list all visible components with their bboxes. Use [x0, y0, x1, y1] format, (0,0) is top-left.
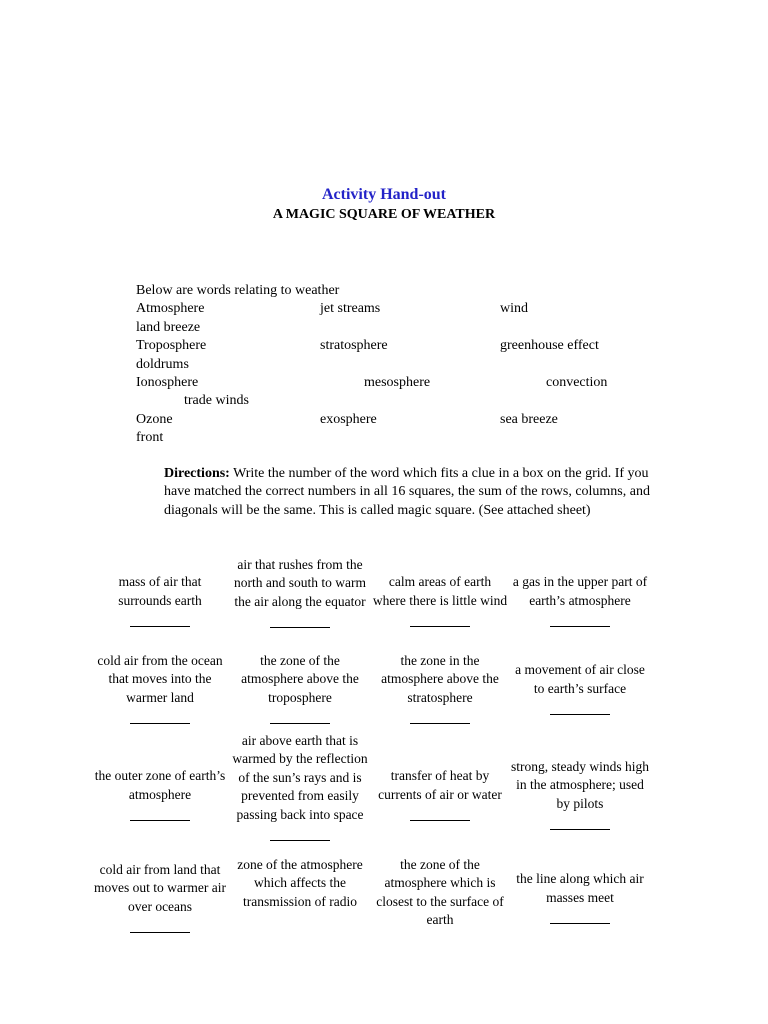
- word-row-1: [136, 300, 656, 318]
- clue-text: air above earth that is warmed by the reflection of the sun’s rays and is prevented from easily passing back into space: [232, 733, 368, 822]
- answer-blank[interactable]: [130, 610, 190, 627]
- clue-text: strong, steady winds high in the atmosphere; used by pilots: [511, 758, 649, 811]
- answer-blank[interactable]: [270, 707, 330, 724]
- word-item: Atmosphere: [136, 301, 205, 317]
- clue-text: air that rushes from the north and south to warm the air along the equator: [234, 557, 366, 609]
- word-row-2-wrap: [136, 356, 656, 374]
- answer-blank[interactable]: [410, 707, 470, 724]
- answer-blank[interactable]: [410, 804, 470, 821]
- directions-text: Write the number of the word which fits a clue in a box on the grid. If you have matched the correct numbers in all 16 squares, the sum of the rows, columns, and diagonals will be the same. This is called magic square. (See attached sheet): [164, 466, 650, 518]
- clue-text: the zone in the atmosphere above the stratosphere: [381, 652, 499, 705]
- answer-blank[interactable]: [270, 611, 330, 628]
- grid-cell: [370, 732, 510, 856]
- grid-cell: [90, 556, 230, 644]
- page-title: Activity Hand-out: [322, 186, 446, 203]
- clue-text: the zone of the atmosphere which is closest to the surface of earth: [376, 857, 504, 928]
- clue-text: mass of air that surrounds earth: [118, 574, 202, 608]
- word-item: stratosphere: [320, 338, 388, 354]
- word-item: trade winds: [184, 393, 249, 409]
- answer-blank[interactable]: [550, 813, 610, 830]
- word-item: Ionosphere: [136, 374, 199, 390]
- word-row-3: [136, 374, 656, 392]
- grid-cell: [370, 856, 510, 938]
- word-item: sea breeze: [500, 411, 558, 427]
- answer-blank[interactable]: [130, 916, 190, 933]
- grid-cell: [230, 856, 370, 938]
- word-item: convection: [546, 374, 608, 390]
- word-item: doldrums: [136, 356, 189, 372]
- answer-blank[interactable]: [130, 707, 190, 724]
- word-row-3-wrap: [136, 392, 656, 410]
- grid-cell: [230, 732, 370, 856]
- answer-blank[interactable]: [550, 610, 610, 627]
- clue-text: a movement of air close to earth’s surface: [515, 662, 645, 696]
- answer-blank[interactable]: [550, 698, 610, 715]
- word-row-4: [136, 411, 656, 429]
- answer-blank[interactable]: [550, 907, 610, 924]
- clue-text: a gas in the upper part of earth’s atmosphere: [512, 574, 648, 608]
- clue-text: the line along which air masses meet: [516, 871, 644, 905]
- directions-paragraph: [164, 465, 674, 520]
- grid-cell: [510, 644, 650, 732]
- grid-cell: [510, 732, 650, 856]
- clue-text: the outer zone of earth’s atmosphere: [94, 768, 226, 802]
- clue-text: cold air from the ocean that moves into the warmer land: [97, 652, 223, 705]
- intro-text: Below are words relating to weather: [136, 283, 340, 298]
- clue-text: cold air from land that moves out to warmer air over oceans: [94, 861, 226, 914]
- word-item: Troposphere: [136, 338, 207, 354]
- word-list: [136, 282, 656, 448]
- word-item: exosphere: [320, 411, 377, 427]
- word-item: front: [136, 430, 164, 446]
- grid-cell: [90, 856, 230, 938]
- word-row-1-wrap: [136, 319, 656, 337]
- grid-cell: [510, 856, 650, 938]
- answer-blank[interactable]: [410, 610, 470, 627]
- grid-cell: [230, 644, 370, 732]
- grid-cell: [370, 556, 510, 644]
- grid-cell: [230, 556, 370, 644]
- grid-cell: [90, 644, 230, 732]
- word-row-4-wrap: [136, 429, 656, 447]
- magic-square-grid: [90, 556, 690, 938]
- answer-blank[interactable]: [270, 824, 330, 841]
- grid-cell: [370, 644, 510, 732]
- directions-label: Directions:: [164, 466, 230, 481]
- clue-text: transfer of heat by currents of air or water: [378, 768, 502, 802]
- grid-cell: [510, 556, 650, 644]
- page-subtitle: A MAGIC SQUARE OF WEATHER: [272, 207, 496, 222]
- word-item: greenhouse effect: [500, 338, 599, 354]
- grid-cell: [90, 732, 230, 856]
- word-item: jet streams: [320, 301, 381, 317]
- word-item: Ozone: [136, 411, 173, 427]
- word-item: land breeze: [136, 319, 201, 335]
- word-item: wind: [500, 301, 528, 317]
- clue-text: the zone of the atmosphere above the troposphere: [241, 652, 359, 705]
- word-list-intro: [136, 282, 656, 300]
- word-row-2: [136, 337, 656, 355]
- clue-text: zone of the atmosphere which affects the transmission of radio: [237, 857, 363, 909]
- answer-blank[interactable]: [130, 804, 190, 821]
- clue-text: calm areas of earth where there is little wind: [372, 574, 508, 608]
- word-item: mesosphere: [364, 374, 431, 390]
